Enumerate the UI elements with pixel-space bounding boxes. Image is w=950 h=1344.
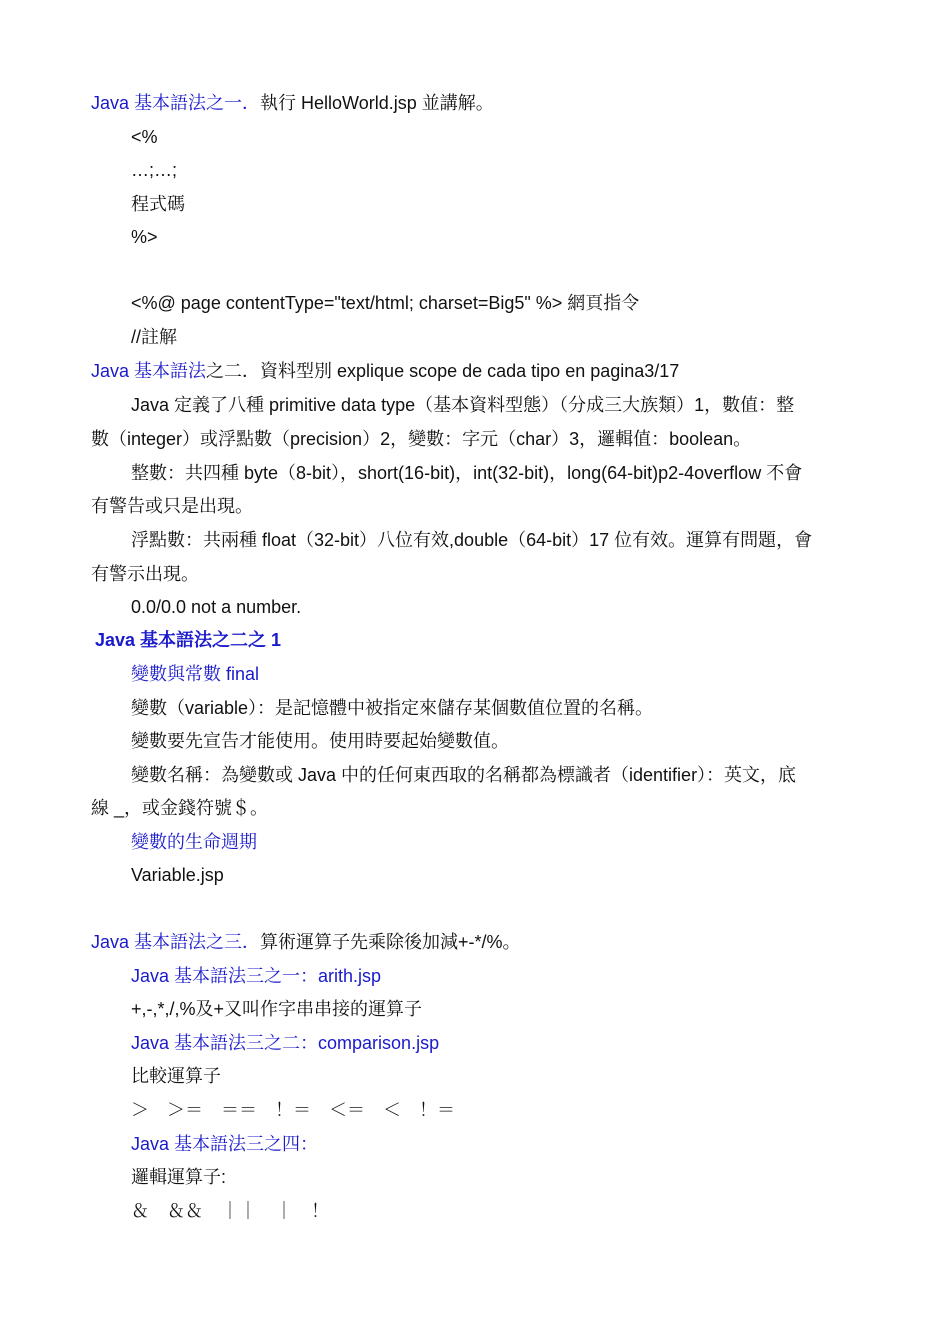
code-line-close: %>	[131, 227, 158, 247]
section-3-2-description: 比較運算子	[131, 1066, 221, 1086]
section-3-4-heading: Java 基本語法三之四：	[131, 1134, 319, 1154]
code-line-ellipsis: …;…;	[131, 160, 178, 180]
logical-operators: ＆ ＆＆ ｜｜ ｜ ！	[131, 1201, 329, 1221]
section-2-heading	[91, 360, 679, 382]
section-1-heading	[91, 92, 494, 114]
variables-constants-heading: 變數與常數 final	[131, 664, 260, 684]
section-1-subtitle: 執行 HelloWorld.jsp 並講解。	[260, 93, 494, 113]
variable-naming-2: 線 _，或金錢符號＄。	[91, 798, 269, 818]
variable-lifecycle-heading: 變數的生命週期	[131, 832, 257, 852]
paragraph-integers-1: 整數：共四種 byte（8-bit），short(16-bit)，int(32-bit)，long(64-bit)p2-4overflow 不會	[131, 463, 803, 483]
section-1-title: Java 基本語法之一．	[91, 93, 261, 113]
page-directive-line: <%@ page contentType="text/html; charset=Big5" %> 網頁指令	[131, 293, 640, 313]
section-3-heading	[91, 931, 521, 953]
section-3-4-description: 邏輯運算子:	[131, 1167, 227, 1187]
variable-file-name: Variable.jsp	[131, 865, 224, 885]
section-3-1-description: +,-,*,/,%及+又叫作字串串接的運算子	[131, 999, 423, 1019]
paragraph-integers-2: 有警告或只是出現。	[91, 496, 253, 516]
variable-declaration: 變數要先宣告才能使用。使用時要起始變數值。	[131, 731, 509, 751]
section-3-1-heading: Java 基本語法三之一：arith.jsp	[131, 966, 382, 986]
section-2-subtitle: 之二．資料型別 explique scope de cada tipo en pagina3/17	[206, 361, 680, 381]
variable-naming-1: 變數名稱：為變數或 Java 中的任何東西取的名稱都為標識者（identifier）：英文，底	[131, 765, 797, 785]
comparison-operators: ＞ ＞＝ ＝＝ ！＝ ＜＝ ＜ ！＝	[131, 1100, 455, 1120]
paragraph-floats-1: 浮點數：共兩種 float（32-bit）八位有效,double（64-bit）17 位有效。運算有問題，會	[131, 530, 813, 550]
section-3-title: Java 基本語法之三．	[91, 932, 261, 952]
paragraph-floats-2: 有警示出現。	[91, 564, 199, 584]
section-3-subtitle: 算術運算子先乘除後加減+-*/%。	[260, 932, 521, 952]
code-line-open: <%	[131, 127, 158, 147]
paragraph-primitive-types-1: Java 定義了八種 primitive data type（基本資料型態）（分成三大族類）1，數值：整	[131, 395, 795, 415]
section-2-title: Java 基本語法	[91, 361, 207, 381]
paragraph-primitive-types-2: 數（integer）或浮點數（precision）2，變數：字元（char）3，邏輯值：boolean。	[91, 429, 752, 449]
comment-line: //註解	[131, 327, 178, 347]
code-line-body: 程式碼	[131, 194, 185, 214]
paragraph-nan: 0.0/0.0 not a number.	[131, 597, 302, 617]
variable-definition: 變數（variable）：是記憶體中被指定來儲存某個數值位置的名稱。	[131, 698, 654, 718]
section-2-1-heading: Java 基本語法之二之 1	[95, 630, 282, 650]
section-3-2-heading: Java 基本語法三之二：comparison.jsp	[131, 1033, 440, 1053]
